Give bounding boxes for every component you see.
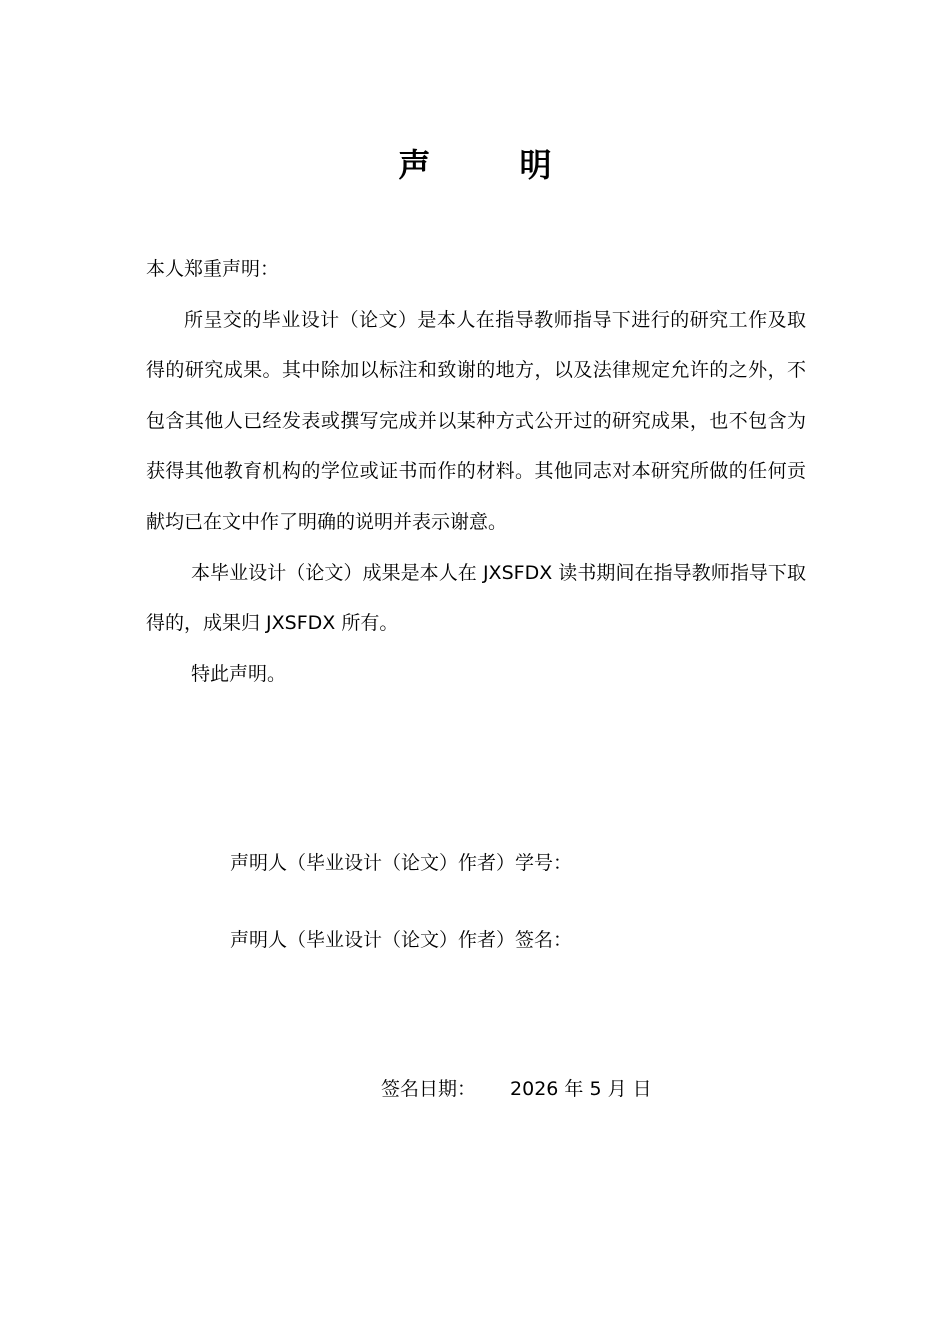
declaration-paragraph-1: 所呈交的毕业设计（论文）是本人在指导教师指导下进行的研究工作及取得的研究成果。其中除加以标注和致谢的地方，以及法律规定允许的之外，不包含其他人已经发表或撰写完成并以某种方式公开过的研究成果，也不包含为获得其他教育机构的学位或证书而作的材料。其他同志对本研究所做的任何贡献均已在文中作了明确的说明并表示谢意。 [146, 308, 806, 533]
signature-date [381, 1074, 652, 1104]
declaration-closing: 特此声明。 [191, 662, 287, 685]
signature-label: 声明人（毕业设计（论文）作者）签名： [230, 929, 573, 951]
date-label: 签名日期： [381, 1078, 477, 1100]
page-title: 声 明 [398, 146, 552, 184]
student-id-label: 声明人（毕业设计（论文）作者）学号： [230, 852, 573, 874]
date-value: 2026 年 5 月 日 [510, 1078, 652, 1100]
declaration-paragraph-2: 本毕业设计（论文）成果是本人在 JXSFDX 读书期间在指导教师指导下取得的，成果归 JXSFDX 所有。 [146, 561, 806, 635]
declaration-body [146, 244, 806, 699]
opening-line: 本人郑重声明： [146, 258, 280, 280]
